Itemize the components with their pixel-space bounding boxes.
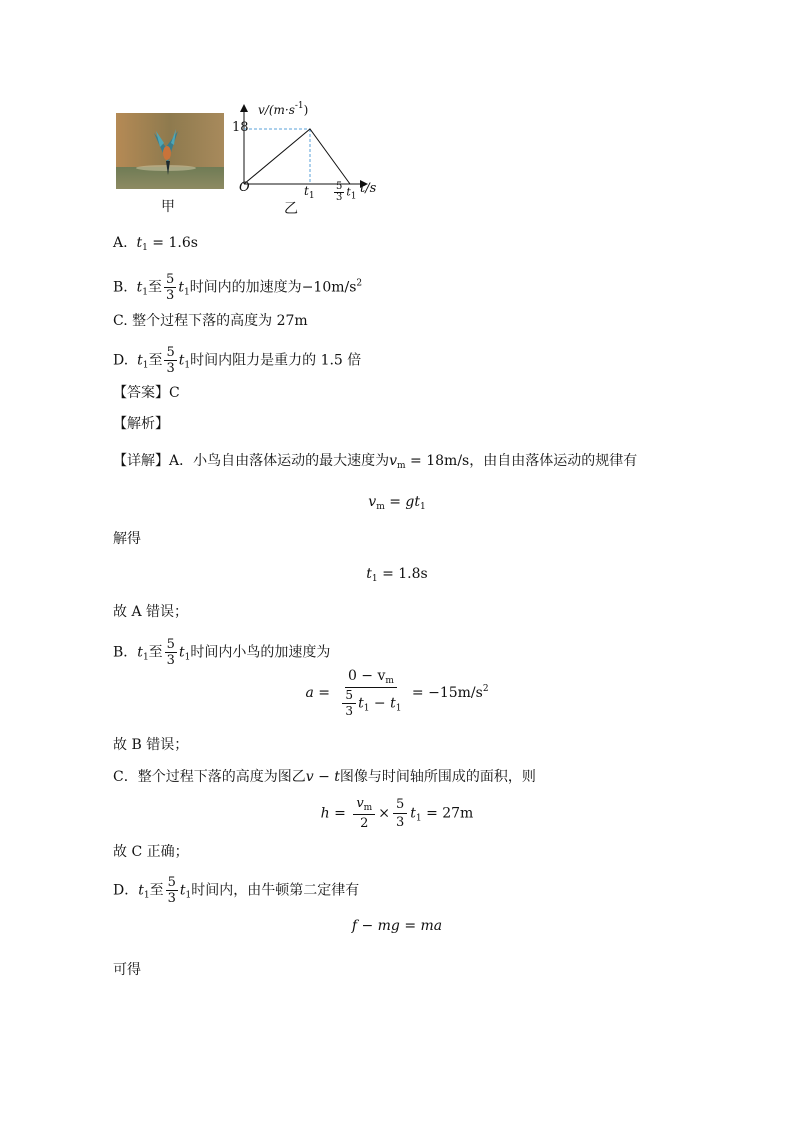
option-c: C. 整个过程下落的高度为 27m: [113, 313, 308, 329]
y-tick-18: 18: [232, 120, 249, 135]
conclusion-c: 故 C 正确；: [113, 844, 189, 860]
vt-curve: [244, 129, 350, 184]
kingfisher-photo: [116, 113, 224, 189]
detail-b-text: B．$t_1$至 $\frac{5}{3}$ $t_1$时间内小鸟的加速度为: [113, 637, 331, 668]
x-axis-label: t/s: [360, 181, 377, 196]
analysis-label: 【解析】: [113, 416, 169, 432]
answer-line: 【答案】C: [113, 385, 180, 401]
equation-t1: $t_1 = 1.8s$: [366, 566, 428, 584]
detail-a-text: 【详解】A．小鸟自由落体运动的最大速度为$v_m = 18m/s$，由自由落体运动的规律有: [113, 453, 638, 471]
v-axis-label: v/(m·s: [258, 103, 295, 117]
equation-vm: $v_m = gt_1$: [368, 494, 426, 512]
tick-t1: $t_1$: [304, 184, 315, 201]
equation-h: h = $\frac{v_m}{2}$ × $\frac{5}{3}$ $t_1 = 27m$: [320, 796, 474, 831]
option-b: B. $t_1$至 $\frac{5}{3}$ $t_1$时间内的加速度为$-10m/s^2$: [113, 272, 363, 303]
conclusion-a: 故 A 错误；: [113, 604, 189, 620]
solve-text: 解得: [113, 531, 141, 547]
conclusion-b: 故 B 错误；: [113, 737, 189, 753]
origin-label: O: [239, 180, 250, 195]
equation-newton: f − mg = ma: [351, 918, 443, 934]
option-a: A. $t_1 = 1.6s$: [113, 235, 198, 253]
option-d: D. $t_1$至 $\frac{5}{3}$ $t_1$时间内阻力是重力的 1.5 倍: [113, 345, 362, 376]
photo-caption: 甲: [161, 199, 175, 215]
detail-d-text: D．$t_1$至 $\frac{5}{3}$ $t_1$时间内，由牛顿第二定律有: [113, 875, 360, 906]
y-axis-arrow: [240, 104, 248, 112]
graph-caption: 乙: [284, 201, 298, 217]
keyide-text: 可得: [113, 962, 141, 978]
equation-a: a = $0 - v_m$ $\frac{5}{3}$ $t_1 - t_1$ = $-15m/s^2$: [305, 668, 489, 718]
tick-5-3-t1: $\frac{5}{3}$ $t_1$: [336, 181, 357, 203]
detail-c-text: C．整个过程下落的高度为图乙v − t图像与时间轴所围成的面积，则: [113, 769, 536, 785]
